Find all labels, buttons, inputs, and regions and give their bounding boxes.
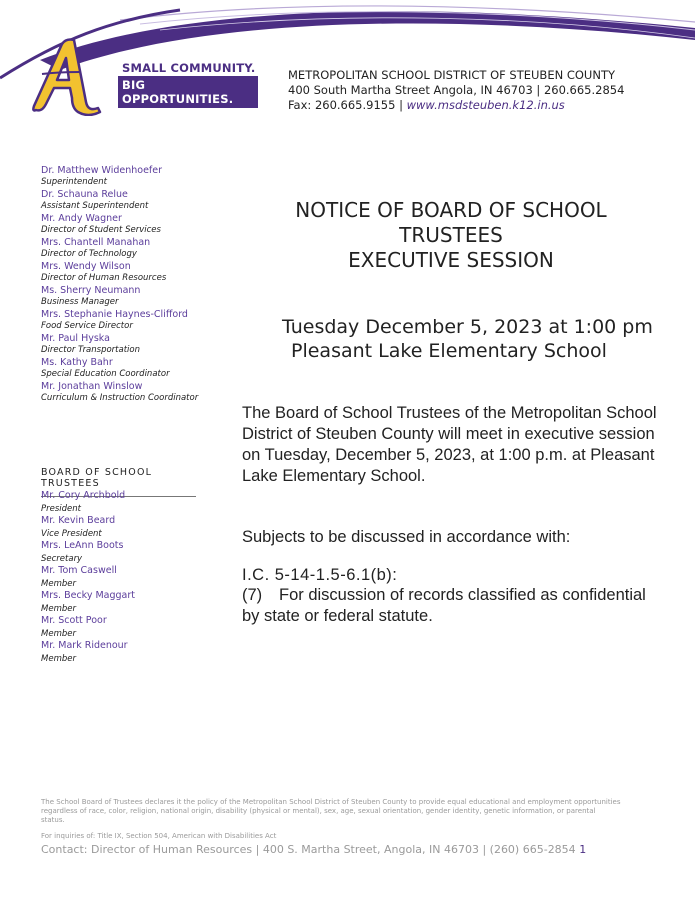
notice-title-line3: EXECUTIVE SESSION — [348, 248, 554, 272]
staff-name: Mr. Paul Hyska — [41, 333, 110, 344]
notice-body: The Board of School Trustees of the Metropolitan School District of Steuben County will meet in executive session on Tuesday, December 5, 2023, at 1:00 p.m. at Pleasant Lake Elementary School. — [242, 404, 657, 485]
staff-entry — [41, 309, 231, 331]
board-member-name: Mrs. Becky Maggart — [41, 590, 136, 601]
board-member-role: Secretary — [41, 553, 83, 564]
board-member-name: Mr. Cory Archbold — [41, 490, 126, 501]
staff-title: Special Education Coordinator — [41, 368, 170, 379]
meeting-location: Pleasant Lake Elementary School — [291, 340, 607, 362]
staff-title: Director of Technology — [41, 248, 137, 259]
staff-title: Director Transportation — [41, 344, 140, 355]
tagline-line2: BIG OPPORTUNITIES. — [118, 76, 258, 108]
district-address: 400 South Martha Street Angola, IN 46703 | 260.665.2854 — [288, 83, 625, 97]
staff-title: Food Service Director — [41, 320, 133, 331]
staff-name: Mrs. Stephanie Haynes-Clifford — [41, 309, 188, 320]
staff-entry — [41, 189, 231, 211]
board-member-role: Member — [41, 653, 76, 664]
footer-contact — [41, 843, 586, 856]
district-name: METROPOLITAN SCHOOL DISTRICT OF STEUBEN COUNTY — [288, 68, 615, 82]
staff-title: Director of Human Resources — [41, 272, 167, 283]
subject-item-number: (7) — [242, 586, 263, 604]
website-link[interactable]: www.msdsteuben.k12.in.us — [406, 98, 565, 112]
board-member-name: Mr. Mark Ridenour — [41, 640, 128, 651]
staff-entry — [41, 165, 231, 187]
staff-name: Dr. Schauna Relue — [41, 189, 128, 200]
board-member-role: Member — [41, 628, 76, 639]
subject-item-text: For discussion of records classified as confidential by state or federal statute. — [242, 586, 646, 625]
staff-title: Business Manager — [41, 296, 119, 307]
district-fax-line — [288, 98, 624, 113]
fax-text: Fax: 260.665.9155 | — [288, 98, 407, 112]
staff-directory — [41, 165, 231, 405]
staff-name: Dr. Matthew Widenhoefer — [41, 165, 163, 176]
staff-name: Mr. Jonathan Winslow — [41, 381, 143, 392]
board-member-name: Mr. Tom Caswell — [41, 565, 117, 576]
tagline — [118, 60, 258, 108]
page-number: 1 — [579, 843, 587, 856]
staff-entry — [41, 213, 231, 235]
board-member-role: President — [41, 503, 81, 514]
board-member-name: Mrs. LeAnn Boots — [41, 540, 124, 551]
board-members-list — [41, 490, 231, 665]
staff-name: Mr. Andy Wagner — [41, 213, 122, 224]
board-member-role: Vice President — [41, 528, 102, 539]
board-member-name: Mr. Kevin Beard — [41, 515, 116, 526]
staff-name: Ms. Kathy Bahr — [41, 357, 113, 368]
footer-policy: The School Board of Trustees declares it the policy of the Metropolitan School District of Steuben County to provide equal educational and employment opportunities regardless of race, color, religion, national origin, disability (physical or mental), sex, age, sexual orientation, gender identity, genetic information, or parental status. — [41, 798, 621, 824]
staff-entry — [41, 381, 231, 403]
staff-name: Mrs. Chantell Manahan — [41, 237, 151, 248]
board-member-role: Member — [41, 603, 76, 614]
staff-entry — [41, 261, 231, 283]
staff-entry — [41, 333, 231, 355]
staff-title: Superintendent — [41, 176, 107, 187]
meeting-date: Tuesday December 5, 2023 at 1:00 pm — [282, 316, 653, 338]
staff-title: Assistant Superintendent — [41, 200, 149, 211]
board-member-role: Member — [41, 578, 76, 589]
staff-entry — [41, 285, 231, 307]
staff-title: Director of Student Services — [41, 224, 161, 235]
footer-contact-text: Contact: Director of Human Resources | 400 S. Martha Street, Angola, IN 46703 | (260) 665-2854 — [41, 843, 580, 856]
statute-code: I.C. 5-14-1.5-6.1(b): — [242, 566, 398, 584]
footer-inquiries: For inquiries of: Title IX, Section 504, American with Disabilities Act — [41, 832, 277, 840]
subjects-intro: Subjects to be discussed in accordance with: — [242, 528, 571, 546]
tagline-line1: SMALL COMMUNITY. — [122, 61, 256, 75]
letter-a-logo-icon — [28, 36, 108, 116]
notice-title-line1: NOTICE OF BOARD OF SCHOOL — [295, 198, 607, 222]
board-heading: BOARD OF SCHOOL TRUSTEES — [41, 467, 196, 497]
district-contact-block — [288, 68, 624, 113]
notice-title — [270, 198, 632, 273]
staff-title: Curriculum & Instruction Coordinator — [41, 392, 199, 403]
staff-entry — [41, 237, 231, 259]
notice-title-line2: TRUSTEES — [399, 223, 503, 247]
staff-name: Ms. Sherry Neumann — [41, 285, 141, 296]
staff-name: Mrs. Wendy Wilson — [41, 261, 131, 272]
board-member-name: Mr. Scott Poor — [41, 615, 107, 626]
staff-entry — [41, 357, 231, 379]
subject-item — [242, 585, 662, 627]
